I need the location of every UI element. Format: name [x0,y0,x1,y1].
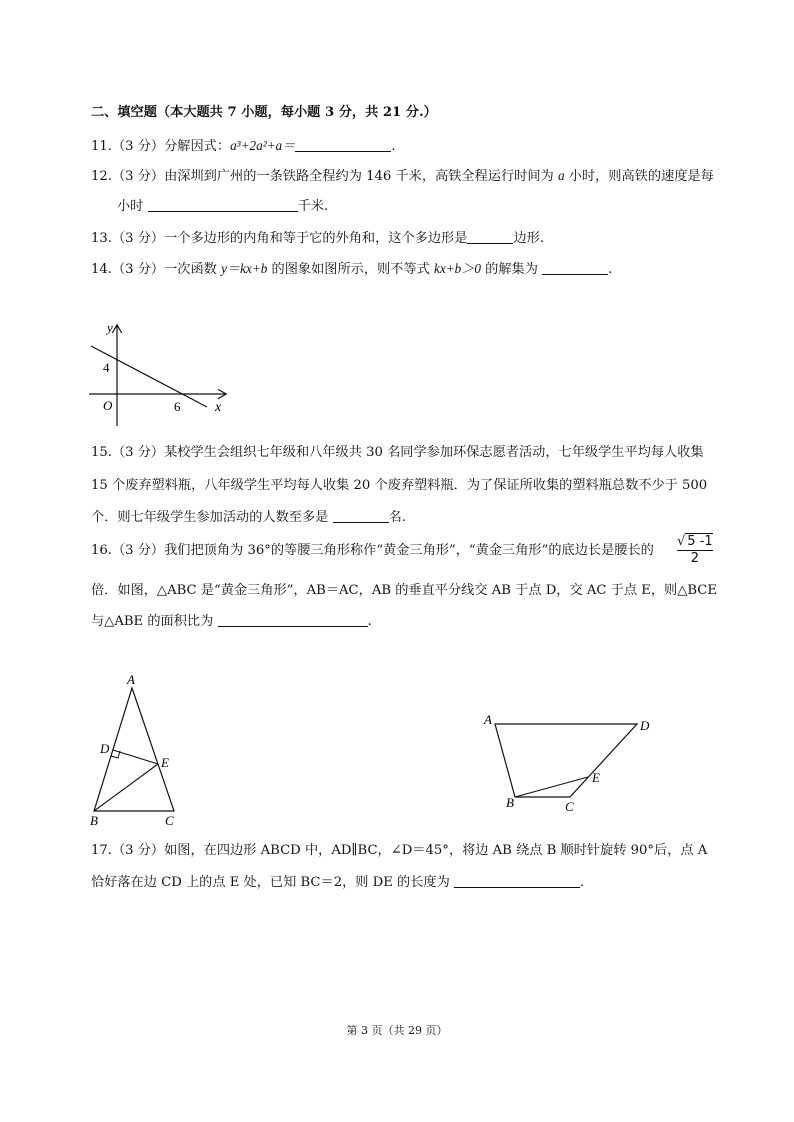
q17-end: . [580,875,585,890]
point-d-label: D [100,741,110,756]
q17-line1: 如图，在四边形 ABCD 中，AD∥BC，∠D＝45°，将边 AB 绕点 B 顺时针旋转 90°后，点 A [164,843,708,858]
q16-end: . [367,614,372,629]
question-11 [91,137,396,156]
segment-be [515,777,588,797]
question-12-line2 [91,198,328,216]
y-intercept-label: 4 [103,360,110,375]
q14-number: 14.（3 分） [91,262,165,277]
quadrilateral-abcd [495,724,637,797]
question-16 [91,542,654,560]
question-15-line2: 15 个废弃塑料瓶，八年级学生平均每人收集 20 个废弃塑料瓶．为了保证所收集的塑料瓶总数不少于 500 [91,478,708,493]
question-12 [91,167,714,186]
q11-text: 分解因式： [164,139,231,154]
q16-line1: 我们把顶角为 36°的等腰三角形称作“黄金三角形”，“黄金三角形”的底边长是腰长的 [164,543,654,558]
question-13 [91,230,544,248]
question-14 [91,260,612,279]
point-e-label: E [592,770,600,785]
q15-end: 名. [388,510,406,525]
point-e-label: E [161,755,169,770]
q12-text2: 小时，则高铁的速度是每 [568,169,714,184]
question-17 [91,842,707,860]
q16-frac-numerator: 5 -1 [687,534,713,549]
vertex-b-label: B [506,795,514,810]
q16-answer-blank[interactable] [218,614,368,627]
q14-expr2: kx+b＞0 [433,261,481,276]
q11-end: . [391,139,396,154]
q13-end: 边形. [513,231,545,246]
page-footer: 第 3 页（共 29 页） [346,1024,448,1037]
q11-answer-blank[interactable] [295,139,391,152]
q15-line3: 个．则七年级学生参加活动的人数至多是 [91,510,329,525]
q17-answer-blank[interactable] [454,875,580,888]
q12-number: 12.（3 分） [91,169,165,184]
question-16-line2: 倍．如图，△ABC 是“黄金三角形”，AB＝AC，AB 的垂直平分线交 AB 于点 D，交 AC 于点 E，则△BCE [91,583,718,598]
vertex-c-label: C [165,813,174,828]
q17-line2: 恰好落在边 CD 上的点 E 处，已知 BC＝2，则 DE 的长度为 [91,875,450,890]
q12-var: a [557,168,565,183]
q16-line3: 与△ABE 的面积比为 [91,614,214,629]
vertex-a-label: A [484,712,492,727]
q16-frac-denominator: 2 [677,550,713,567]
q12-line2: 小时 [117,199,144,214]
q11-number: 11.（3 分） [91,139,165,154]
q16-number: 16.（3 分） [91,543,165,558]
q14-graph [85,318,235,430]
section-title: 二、填空题（本大题共 7 小题，每小题 3 分，共 21 分.） [91,105,437,120]
x-intercept-label: 6 [174,399,181,414]
q14-text2: 的图象如图所示，则不等式 [271,262,430,277]
question-17-line2 [91,874,584,892]
q17-number: 17.（3 分） [91,843,165,858]
quadrilateral-figure [478,706,668,818]
q15-answer-blank[interactable] [333,510,389,523]
vertex-b-label: B [90,813,98,828]
question-16-line3 [91,613,372,631]
q13-text: 一个多边形的内角和等于它的外角和，这个多边形是 [164,231,468,246]
segment-be [94,764,158,811]
q11-expression: a³+2a²+a＝ [230,138,296,153]
q14-text3: 的解集为 [485,262,538,277]
q15-number: 15.（3 分） [91,445,165,460]
y-axis-label: y [107,320,113,335]
q12-text1: 由深圳到广州的一条铁路全程约为 146 千米，高铁全程运行时间为 [164,169,554,184]
question-15 [91,444,704,462]
vertex-d-label: D [640,718,650,733]
q12-answer-blank[interactable] [148,199,298,212]
q14-end: . [608,262,613,277]
q16-fraction: $\frac{√ 5 -1}{2}$ [677,534,713,566]
origin-label: O [103,398,113,413]
vertex-c-label: C [565,799,574,814]
x-axis-label: x [215,400,222,415]
triangle-figure [80,670,200,830]
vertex-a-label: A [127,672,135,687]
q13-answer-blank[interactable] [467,231,513,244]
q12-unit: 千米. [297,199,329,214]
q14-answer-blank[interactable] [542,262,608,275]
q14-text1: 一次函数 [164,262,217,277]
q13-number: 13.（3 分） [91,231,165,246]
q14-expr1: y＝kx+b [221,261,268,276]
question-15-line3 [91,509,406,527]
q15-line1: 某校学生会组织七年级和八年级共 30 名同学参加环保志愿者活动，七年级学生平均每人收集 [164,445,704,460]
